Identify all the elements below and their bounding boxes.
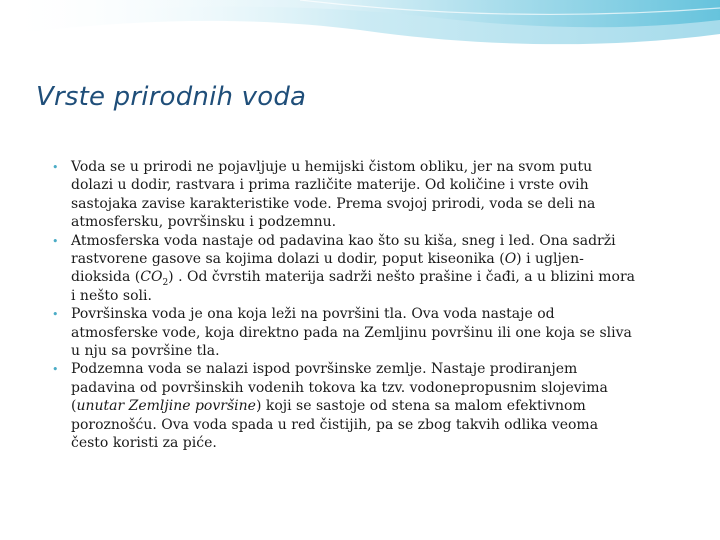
list-item [52,360,638,452]
bullet-list-container [52,158,638,453]
list-item-text-part: Podzemna voda se nalazi ispod površinske zemlje. Nastaje prodiranjem padavina od površinskih vodenih tokova ka tzv. vodonepropusnim slojevima ( [71,361,608,415]
decorative-wave-band [0,0,720,60]
list-item [52,232,638,306]
list-item-text-part: Atmosferska voda nastaje od padavina kao što su kiša, sneg i led. Ona sadrži rastvorene gasove sa kojima dolazi u dodir, poput kiseonika ( [71,232,616,268]
bullet-icon: • [52,363,59,377]
carbon-dioxide-subscript: 2 [162,278,169,289]
list-item-text: Površinska voda je ona koja leži na površini tla. Ova voda nastaje od atmosferske vode, koja direktno pada na Zemljinu površinu ili one koja se sliva u nju sa površine tla. [71,306,632,360]
list-item [52,158,638,232]
list-item-text: Voda se u prirodi ne pojavljuje u hemijski čistom obliku, jer na svom putu dolazi u dodir, rastvara i prima različite materije. Od količine i vrste ovih sastojaka zavise karakteristike vode. Prema svojoj prirodi, voda se deli na atmosfersku, površinsku i podzemnu. [71,159,596,231]
slide-title: Vrste prirodnih voda [36,82,307,112]
list-item-text-part: ) koji se sastoje od stena sa malom efektivnom poroznošću. Ova voda spada u red čistijih, pa se zbog takvih odlika veoma često koristi za piće. [71,398,599,452]
bullet-icon: • [52,308,59,322]
list-item-text-part: ) i ugljen-dioksida ( [71,251,584,286]
list-item [52,305,638,360]
list-item-text-part: ) . Od čvrstih materija sadrži nešto prašine i čađi, a u blizini mora i nešto soli. [71,269,635,304]
carbon-dioxide-symbol: CO [140,269,163,286]
bullet-list [52,158,638,453]
bullet-icon: • [52,234,59,248]
emphasized-text: unutar Zemljine površine [76,398,256,415]
oxygen-symbol: O [504,251,517,268]
bullet-icon: • [52,161,59,174]
